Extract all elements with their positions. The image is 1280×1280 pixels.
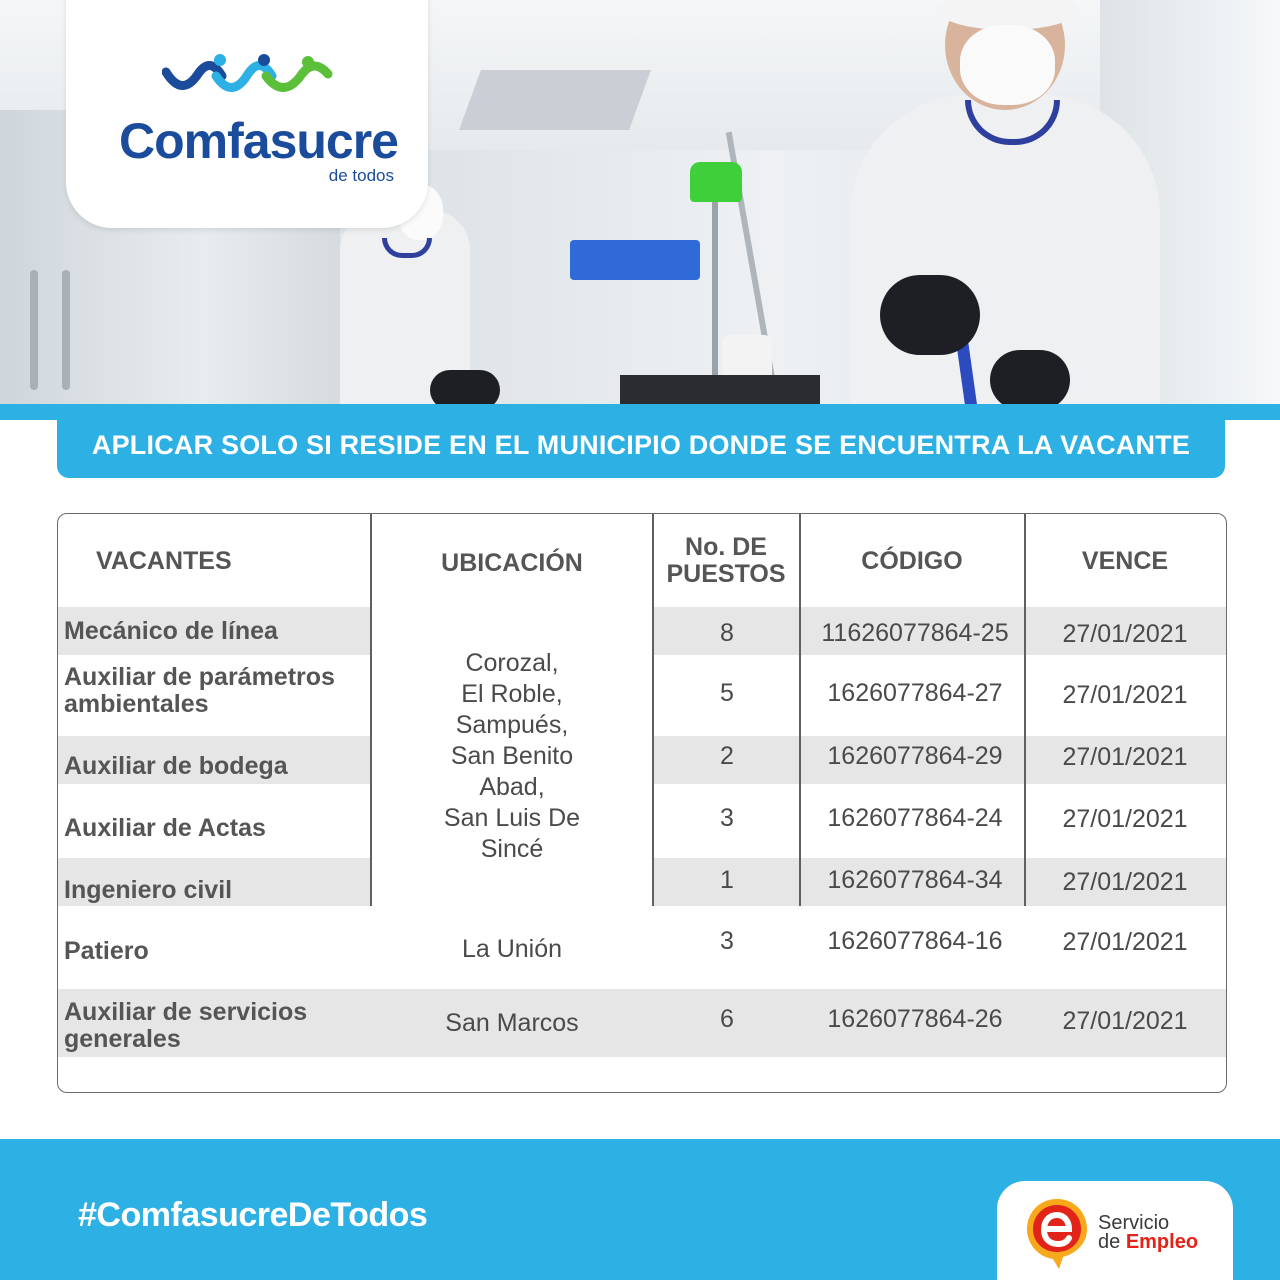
header-puestos-line2: PUESTOS bbox=[666, 560, 786, 588]
vacancy-title bbox=[64, 655, 370, 727]
positions-count: 3 bbox=[720, 803, 734, 832]
vacancy-title: Auxiliar de bodega bbox=[64, 751, 288, 780]
vacancy-code: 1626077864-27 bbox=[827, 678, 1003, 707]
location-line: San Benito bbox=[450, 741, 574, 770]
vacancy-title-line: Auxiliar de servicios bbox=[64, 998, 308, 1026]
face-mask bbox=[960, 25, 1055, 105]
location-line: Sincé bbox=[480, 834, 544, 863]
vacancy-code: 1626077864-16 bbox=[827, 926, 1003, 955]
vacancy-title: Auxiliar de Actas bbox=[64, 813, 266, 842]
door-handle bbox=[62, 270, 70, 390]
door-handle bbox=[30, 270, 38, 390]
expiry-date: 27/01/2021 bbox=[1062, 619, 1188, 648]
vacancy-title-line: ambientales bbox=[64, 690, 209, 718]
vacancy-title-line: generales bbox=[64, 1025, 181, 1053]
mop-handle bbox=[712, 180, 718, 400]
vacancy-location: La Unión bbox=[461, 934, 563, 963]
header-codigo: CÓDIGO bbox=[861, 546, 963, 575]
location-line: San Luis De bbox=[443, 803, 581, 832]
positions-count: 2 bbox=[720, 741, 734, 770]
expiry-date: 27/01/2021 bbox=[1062, 742, 1188, 771]
vacancy-code: 1626077864-29 bbox=[827, 741, 1003, 770]
vacancy-title bbox=[64, 990, 370, 1062]
shared-location-cell bbox=[372, 606, 652, 906]
notice-banner bbox=[57, 412, 1225, 478]
vacancies-table bbox=[57, 513, 1227, 1093]
black-glove bbox=[430, 370, 500, 408]
vacancy-title: Mecánico de línea bbox=[64, 616, 278, 645]
header-ubicacion: UBICACIÓN bbox=[441, 548, 583, 577]
expiry-date: 27/01/2021 bbox=[1062, 1006, 1188, 1035]
positions-count: 6 bbox=[720, 1004, 734, 1033]
positions-count: 3 bbox=[720, 926, 734, 955]
expiry-date: 27/01/2021 bbox=[1062, 867, 1188, 896]
positions-count: 5 bbox=[720, 678, 734, 707]
hashtag: #ComfasucreDeTodos bbox=[78, 1196, 428, 1234]
vacancy-title: Ingeniero civil bbox=[64, 875, 233, 904]
servicio-label: Servicio bbox=[1098, 1212, 1170, 1234]
brand-tagline: de todos bbox=[328, 166, 394, 185]
notice-text: APLICAR SOLO SI RESIDE EN EL MUNICIPIO DONDE SE ENCUENTRA LA VACANTE bbox=[91, 429, 1191, 460]
vacancy-title: Patiero bbox=[64, 936, 149, 965]
shared-location-list bbox=[444, 648, 580, 865]
positions-count: 8 bbox=[720, 618, 734, 647]
vacancy-code: 11626077864-25 bbox=[821, 618, 1009, 647]
green-duster bbox=[690, 162, 742, 202]
location-line: El Roble, bbox=[461, 679, 563, 708]
header-puestos-line1: No. DE bbox=[685, 533, 767, 561]
comfasucre-logo-icon bbox=[162, 52, 334, 102]
black-glove bbox=[990, 350, 1070, 408]
empleo-label bbox=[1098, 1232, 1198, 1252]
vacancy-code: 1626077864-34 bbox=[827, 865, 1003, 894]
ceiling-vent bbox=[459, 70, 651, 130]
header-vacantes: VACANTES bbox=[96, 546, 232, 575]
location-line: Sampués, bbox=[455, 710, 569, 739]
vacancy-title-line: Auxiliar de parámetros bbox=[64, 663, 335, 691]
empleo-prefix: de bbox=[1098, 1231, 1126, 1253]
black-glove bbox=[880, 275, 980, 355]
vacancy-location: San Marcos bbox=[445, 1008, 579, 1037]
location-line: Abad, bbox=[479, 772, 545, 801]
empleo-emphasis: Empleo bbox=[1125, 1231, 1199, 1253]
expiry-date: 27/01/2021 bbox=[1062, 680, 1188, 709]
vacancy-code: 1626077864-26 bbox=[827, 1004, 1003, 1033]
brand-name: Comfasucre bbox=[119, 113, 398, 169]
cleaning-cart-tray bbox=[570, 240, 700, 280]
expiry-date: 27/01/2021 bbox=[1062, 804, 1188, 833]
expiry-date: 27/01/2021 bbox=[1062, 927, 1188, 956]
header-puestos bbox=[654, 514, 798, 608]
header-vence: VENCE bbox=[1081, 546, 1169, 575]
servicio-empleo-badge bbox=[997, 1181, 1233, 1280]
logo-card bbox=[66, 0, 428, 228]
location-line: Corozal, bbox=[465, 648, 559, 677]
servicio-empleo-logo-icon bbox=[1025, 1197, 1089, 1271]
positions-count: 1 bbox=[720, 865, 734, 894]
vacancy-code: 1626077864-24 bbox=[827, 803, 1003, 832]
